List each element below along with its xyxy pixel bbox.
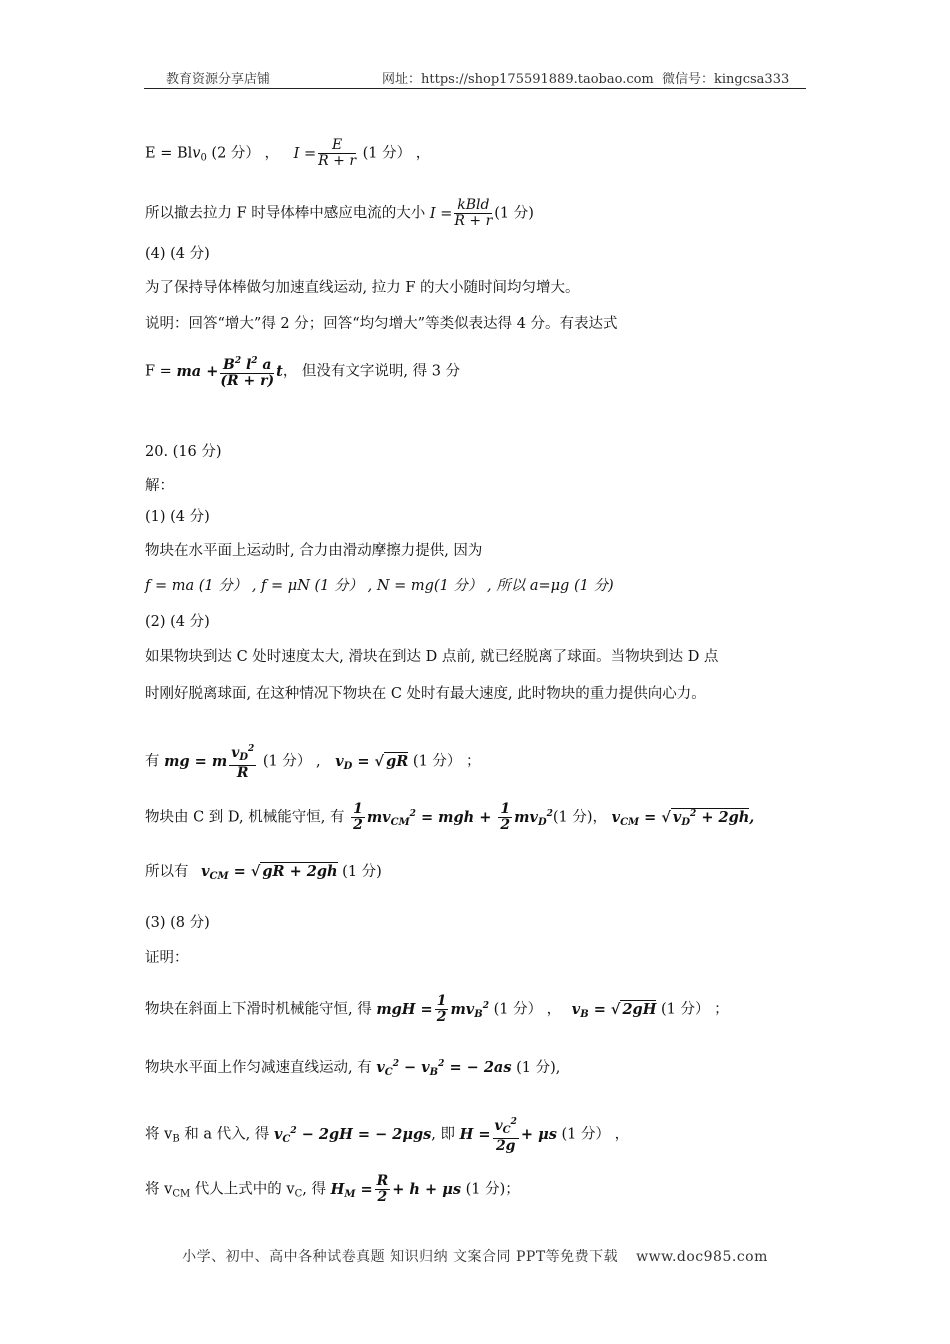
formula-hm: $H_M$ = $\frac{R}{2}$ + h + μs: [330, 1173, 461, 1205]
eq-force: F = ma + $\frac{B^2 l^2 a}{(R + r)}$ t， 但没有文字说明, 得 3 分: [145, 356, 461, 389]
part1-heading: (1) (4 分): [145, 509, 210, 525]
proof-label: 证明：: [145, 950, 189, 966]
formula-force: ma + $\frac{B^2 l^2 a}{(R + r)}$ t: [176, 356, 283, 389]
eq-energy-cd: 物块由 C 到 D, 机械能守恒, 有 $\frac{1}{2}$ $mv_{CM}^2$ = mgh + $\frac{1}{2}$ $mv_D^2(1$ 分)， $v_{CM}$ = √ $v_D^2 + 2gh$,: [145, 801, 755, 833]
formula-mgh: mgH = $\frac{1}{2}$ $mv_B^2$: [376, 993, 489, 1025]
part1-equations: f = ma (1 分） , f = μN (1 分） , N = mg(1 分） , 所以 a=μg (1 分): [145, 578, 614, 594]
solution-label: 解：: [145, 478, 174, 494]
formula-centripetal: mg = m $\frac{v_D^2}{R}$: [164, 744, 255, 781]
formula-induced-current: I = $\frac{\text{kBld}}{R + r}$: [429, 197, 493, 229]
formula-h: H = $\frac{v_C^2}{2g}$ + μs: [459, 1117, 557, 1154]
part2-heading: (2) (4 分): [145, 614, 210, 630]
part4-answer: 为了保持导体棒做匀加速直线运动, 拉力 F 的大小随时间均匀增大。: [145, 280, 580, 296]
q20-heading: 20. (16 分): [145, 444, 222, 460]
page-footer: [0, 1246, 950, 1266]
part2-text-2: 时刚好脱离球面, 在这种情况下物块在 C 处时有最大速度, 此时物块的重力提供向心力。: [145, 686, 706, 702]
part3-heading: (3) (8 分): [145, 915, 210, 931]
eq-slope-energy: 物块在斜面上下滑时机械能守恒, 得 mgH = $\frac{1}{2}$ $mv_B^2$ (1 分） ， $v_B$ = √ 2gH (1 分） ；: [145, 993, 729, 1025]
page-header: [144, 66, 806, 89]
part1-text: 物块在水平面上运动时, 合力由滑动摩擦力提供, 因为: [145, 543, 483, 559]
footer-text: 小学、初中、高中各种试卷真题 知识归纳 文案合同 PPT等免费下载: [182, 1249, 619, 1265]
eq-substitute-2: 将 $v_{CM}$ 代人上式中的 $v_C$, 得 $H_M$ = $\frac{R}{2}$ + h + μs (1 分)；: [145, 1173, 520, 1205]
formula-vcm-expr: $v_{CM}$ = √ $v_D^2 + 2gh$,: [611, 808, 755, 828]
part2-text-1: 如果物块到达 C 处时速度太大, 滑块在到达 D 点前, 就已经脱离了球面。当物块到达 D 点: [145, 649, 719, 665]
formula-vb: $v_B$ = √ 2gH: [571, 1000, 657, 1020]
eq-substitute-1: 将 $v_B$ 和 a 代入, 得 $v_C^2 - 2gH$ = − 2μgs, 即 H = $\frac{v_C^2}{2g}$ + μs (1 分） ，: [145, 1117, 630, 1154]
eq-vcm-result: 所以有 $v_{CM}$ = √ gR + 2gh (1 分): [145, 863, 382, 882]
eq-centripetal: 有 mg = m $\frac{v_D^2}{R}$ (1 分） , $v_D$ = √ gR (1 分） ；: [145, 744, 481, 781]
eq-deceleration: 物块水平面上作匀减速直线运动, 有 $v_C^2 - v_B^2$ = − 2as (1 分),: [145, 1059, 561, 1078]
footer-site-link[interactable]: www.doc985.com: [636, 1249, 768, 1265]
header-shop: 教育资源分享店铺: [166, 72, 271, 87]
formula-vcm: $v_{CM}$ = √ gR + 2gh: [201, 863, 338, 882]
part4-heading: (4) (4 分): [145, 246, 210, 262]
scoring-note: 说明：回答“增大”得 2 分；回答“均匀增大”等类似表达得 4 分。有表达式: [145, 316, 618, 332]
header-wechat: 微信号：kingcsa333: [662, 72, 790, 87]
header-url[interactable]: 网址：https://shop175591889.taobao.com: [382, 72, 654, 87]
formula-vd: $v_D$ = √ gR: [335, 752, 409, 772]
formula-current: I = $\frac{E}{R + r}$: [293, 137, 357, 169]
formula-kinematics: $v_C^2 - v_B^2$ = − 2as: [376, 1059, 512, 1078]
eq-line-2: 所以撤去拉力 F 时导体棒中感应电流的大小 I = $\frac{\text{kBld}}{R + r}$ (1 分): [145, 197, 534, 229]
formula-substituted: $v_C^2 - 2gH$ = − 2μgs: [273, 1125, 432, 1145]
formula-energy-conservation: $\frac{1}{2}$ $mv_{CM}^2$ = mgh + $\frac{1}{2}$ $mv_D^2$: [353, 801, 553, 833]
eq-line-1: E = Blv$_0$ (2 分） ， I = $\frac{E}{R + r}$ (1 分） ，: [145, 137, 431, 169]
